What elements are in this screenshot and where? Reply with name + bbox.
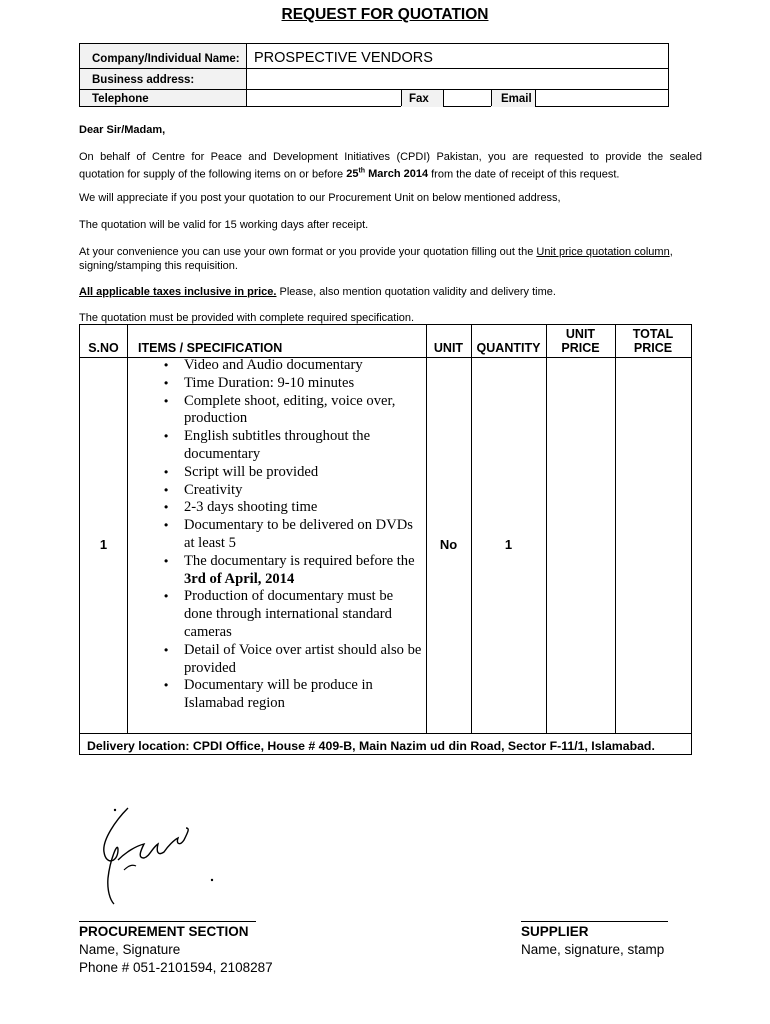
row-sno: 1: [99, 537, 108, 552]
signature-image: [88, 800, 228, 910]
col-header-unit-price: UNIT PRICE: [561, 327, 600, 355]
intro-text-end: from the date of receipt of this request.: [428, 168, 620, 181]
paragraph-taxes: [79, 286, 556, 300]
email-label: Email: [501, 93, 532, 105]
spec-item: • 2-3 days shooting time: [162, 499, 422, 517]
taxes-note: All applicable taxes inclusive in price.: [79, 286, 277, 298]
supplier-title: SUPPLIER: [521, 924, 589, 939]
page-title: REQUEST FOR QUOTATION: [281, 6, 489, 23]
col-header-unit: UNIT: [433, 341, 464, 355]
spec-item: • Script will be provided: [162, 464, 422, 482]
spec-item: • Video and Audio documentary: [162, 357, 422, 375]
spec-item: • Production of documentary must be done through international standard cameras: [162, 588, 422, 641]
paragraph-intro: [79, 151, 702, 182]
column-divider: [127, 325, 128, 733]
col-header-sno: S.NO: [88, 341, 119, 355]
procurement-signature-line: [79, 921, 256, 922]
supplier-signature-line: [521, 921, 668, 922]
col-header-total-price: TOTAL PRICE: [632, 327, 674, 355]
column-divider: [491, 89, 492, 106]
fax-label: Fax: [409, 93, 429, 105]
paragraph-intro-line1: On behalf of Centre for Peace and Development Initiatives (CPDI) Pakistan, you are requested to provide the sealed: [79, 151, 702, 163]
validity-note: Please, also mention quotation validity and delivery time.: [276, 286, 556, 298]
intro-text: quotation for supply of the following items on or before: [79, 168, 347, 181]
spec-item: • Time Duration: 9-10 minutes: [162, 375, 422, 393]
spec-item: • Detail of Voice over artist should also be provided: [162, 642, 422, 678]
procurement-section-block: [79, 923, 273, 977]
row-divider: [80, 89, 668, 90]
row-unit: No: [439, 537, 458, 552]
paragraph-format-line1: At your convenience you can use your own format or you provide your quotation filling out the Unit price quotation column,: [79, 246, 673, 258]
specification-list: [162, 357, 422, 713]
column-divider: [426, 325, 427, 733]
paragraph-validity: The quotation will be valid for 15 working days after receipt.: [79, 219, 369, 231]
delivery-location: Delivery location: CPDI Office, House # 409-B, Main Nazim ud din Road, Sector F-11/1, Islamabad.: [87, 739, 655, 753]
column-divider: [546, 325, 547, 733]
column-divider: [535, 89, 536, 106]
salutation: Dear Sir/Madam,: [79, 124, 166, 136]
spec-item: • Complete shoot, editing, voice over, production: [162, 393, 422, 429]
items-table: [79, 324, 692, 755]
row-quantity: 1: [504, 537, 513, 552]
company-name-label: Company/Individual Name:: [92, 53, 240, 65]
supplier-name-signature-stamp: Name, signature, stamp: [521, 942, 665, 957]
spec-item: • Documentary to be delivered on DVDs at least 5: [162, 517, 422, 553]
col-header-items: ITEMS / SPECIFICATION: [138, 341, 283, 355]
spec-item: • Documentary will be produce in Islamabad region: [162, 677, 422, 713]
column-divider: [615, 325, 616, 733]
spec-item-deadline: • The documentary is required before the 3rd of April, 2014: [162, 553, 422, 589]
deadline-date: 25th March 2014: [346, 167, 429, 181]
column-divider: [443, 89, 444, 106]
paragraph-intro-line2: [79, 165, 702, 182]
column-divider: [471, 325, 472, 733]
procurement-phone: Phone # 051-2101594, 2108287: [79, 960, 273, 975]
column-divider: [246, 44, 247, 106]
supplier-block: [521, 923, 664, 959]
business-address-label: Business address:: [92, 74, 195, 86]
paragraph-format-line2: signing/stamping this requisition.: [79, 259, 238, 272]
company-name-value: PROSPECTIVE VENDORS: [254, 50, 433, 66]
column-divider: [401, 89, 402, 106]
paragraph-format: [79, 246, 702, 273]
telephone-label: Telephone: [92, 93, 149, 105]
vendor-info-box: [79, 43, 669, 107]
col-header-quantity: QUANTITY: [476, 341, 541, 355]
row-divider: [80, 68, 668, 69]
procurement-section-title: PROCUREMENT SECTION: [79, 924, 249, 939]
paragraph-post: We will appreciate if you post your quotation to our Procurement Unit on below mentioned address,: [79, 192, 561, 204]
unit-price-column-link: Unit price quotation column: [536, 246, 670, 258]
procurement-name-signature: Name, Signature: [79, 942, 181, 957]
paragraph-specification: The quotation must be provided with complete required specification.: [79, 312, 415, 324]
spec-item: • Creativity: [162, 482, 422, 500]
delivery-divider: [80, 733, 691, 734]
spec-item: • English subtitles throughout the documentary: [162, 428, 422, 464]
